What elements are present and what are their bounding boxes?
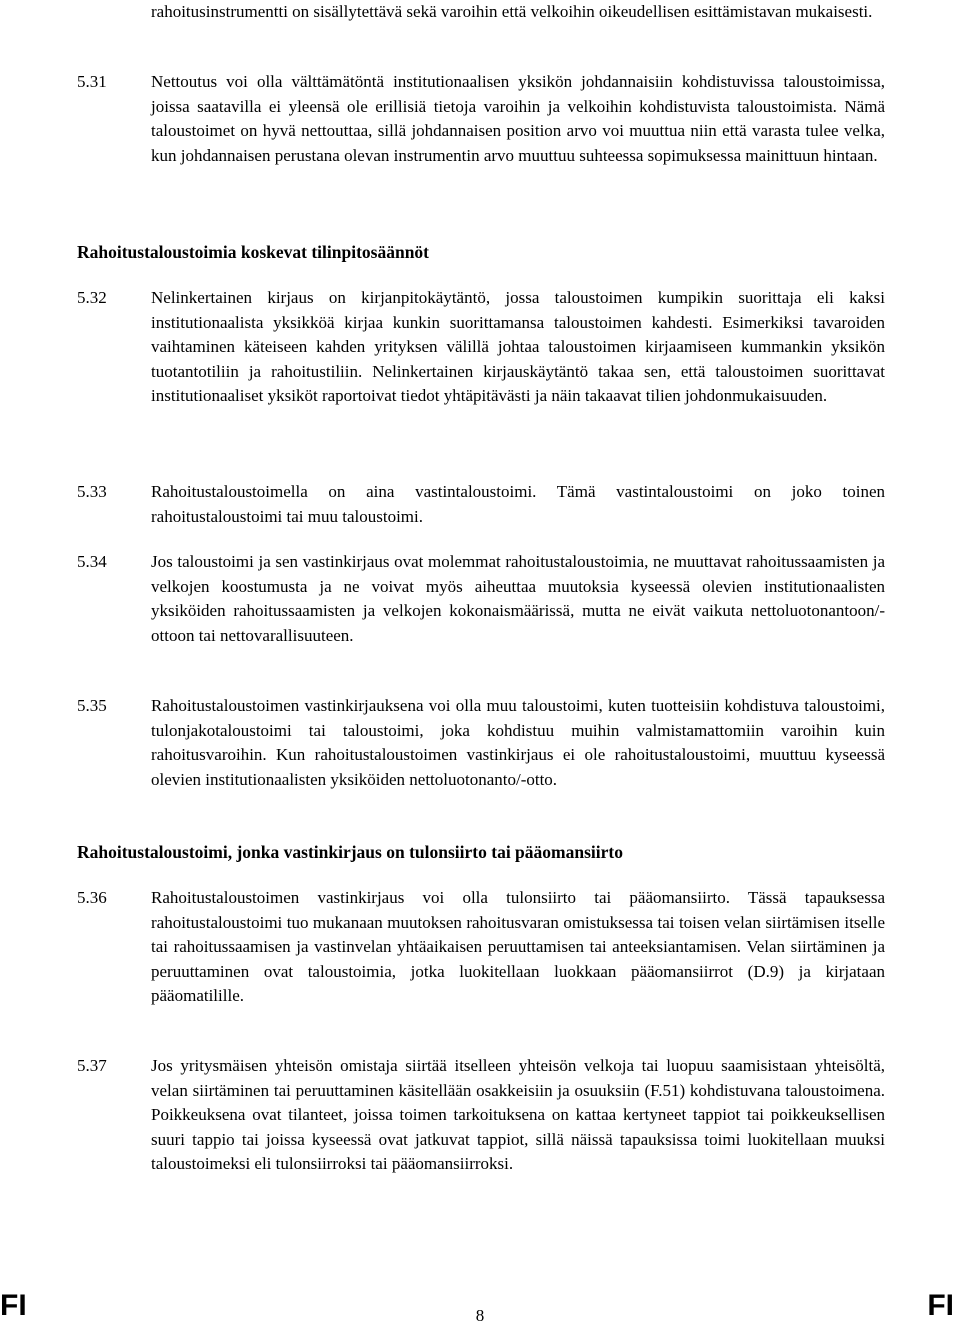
paragraph-number: 5.37 — [77, 1056, 107, 1075]
paragraph-text: Nelinkertainen kirjaus on kirjanpitokäytäntö, jossa taloustoimen kumpikin suorittaja eli kaksi institutionaalista yksikköä kirjaa kunkin suorittamansa taloustoimen kahdesti. Esimerkiksi tavaroiden vaihtaminen käteiseen kahden yrityksen välillä johtaa taloustoimen kirjaamiseen kummankin yksikön tuotantotiliin ja rahoitustiliin. Nelinkertainen kirjauskäytäntö takaa sen, että taloustoimen suorittavat institutionaaliset yksiköt raportoivat tiedot yhtäpitävästi ja näin takaavat tilien johdonmukaisuuden. — [151, 288, 885, 405]
paragraph-number: 5.35 — [77, 696, 107, 715]
section-heading: Rahoitustaloustoimia koskevat tilinpitosäännöt — [77, 242, 430, 262]
paragraph-text: Nettoutus voi olla välttämätöntä institutionaalisen yksikön johdannaisiin kohdistuvissa taloustoimissa, joissa saatavilla ei yleensä ole erillisiä tietoja varoihin ja velkoihin kohdistuvista taloustoimista. Nämä taloustoimet on hyvä nettouttaa, sillä johdannaisen position arvo voi muuttua niin että varasta tulee velka, kun johdannaisen perustana olevan instrumentin arvo muuttuu suhteessa sopimuksessa mainittuun hintaan. — [151, 72, 885, 165]
paragraph-text: rahoitusinstrumentti on sisällytettävä sekä varoihin että velkoihin oikeudellisen esittämistavan mukaisesti. — [151, 2, 873, 21]
footer-language-code-right: FI — [927, 1289, 954, 1322]
paragraph-number: 5.36 — [77, 888, 107, 907]
page-number: 8 — [475, 1306, 485, 1325]
paragraph-number: 5.32 — [77, 288, 107, 307]
section-heading: Rahoitustaloustoimi, jonka vastinkirjaus on tulonsiirto tai pääomansiirto — [77, 842, 623, 862]
paragraph-text: Jos taloustoimi ja sen vastinkirjaus ovat molemmat rahoitustaloustoimia, ne muuttavat rahoitussaamisten ja velkojen koostumusta ja ne voivat myös aiheuttaa muutoksia kyseessä olevien institutionaalisten yksiköiden rahoitussaamisten ja velkojen kokonaismäärissä, mutta ne eivät vaikuta nettoluotonantoon/-ottoon tai nettovarallisuuteen. — [151, 552, 885, 645]
paragraph-number: 5.34 — [77, 552, 107, 571]
paragraph-text: Rahoitustaloustoimen vastinkirjaus voi olla tulonsiirto tai pääomansiirto. Tässä tapauksessa rahoitustaloustoimi tuo mukanaan muutoksen rahoitusvaran omistuksessa tai toisen velan siirtämisen itselle tai rahoitussaamisen ja vastinvelan yhtäaikaisen peruuttamisen tai anteeksiantamisen. Velan siirtäminen ja peruuttaminen ovat taloustoimia, jotka luokitellaan luokkaan pääomansiirrot (D.9) ja kirjataan pääomatilille. — [151, 888, 885, 1005]
paragraph-text: Rahoitustaloustoimella on aina vastintaloustoimi. Tämä vastintaloustoimi on joko toinen rahoitustaloustoimi tai muu taloustoimi. — [151, 482, 885, 526]
paragraph-number: 5.33 — [77, 482, 107, 501]
paragraph-text: Jos yritysmäisen yhteisön omistaja siirtää itselleen yhteisön velkoja tai luopuu saamisistaan yhteisöltä, velan siirtäminen tai peruuttaminen käsitellään osakkeisiin ja osuuksiin (F.51) kohdistuvana taloustoimena. Poikkeuksena ovat tilanteet, joissa toimen tarkoituksena on kattaa kertyneet tappiot tai poikkeuksellisen suuri tappio tai joissa kyseessä ovat jatkuvat tappiot, sillä näissä tapauksissa toimi luokitellaan muuksi taloustoimeksi eli tulonsiirroksi tai pääomansiirroksi. — [151, 1056, 885, 1173]
paragraph-number: 5.31 — [77, 72, 107, 91]
paragraph-text: Rahoitustaloustoimen vastinkirjauksena voi olla muu taloustoimi, kuten tuotteisiin kohdistuva taloustoimi, tulonjakotaloustoimi tai taloustoimi, joka kohdistuu muihin valmistamattomiin varoihin kuin rahoitusvaroihin. Kun rahoitustaloustoimen vastinkirjaus ei ole rahoitustaloustoimi, muuttuu kyseessä olevien institutionaalisten yksiköiden nettoluotonanto/-otto. — [151, 696, 885, 789]
footer-language-code-left: FI — [0, 1289, 27, 1322]
